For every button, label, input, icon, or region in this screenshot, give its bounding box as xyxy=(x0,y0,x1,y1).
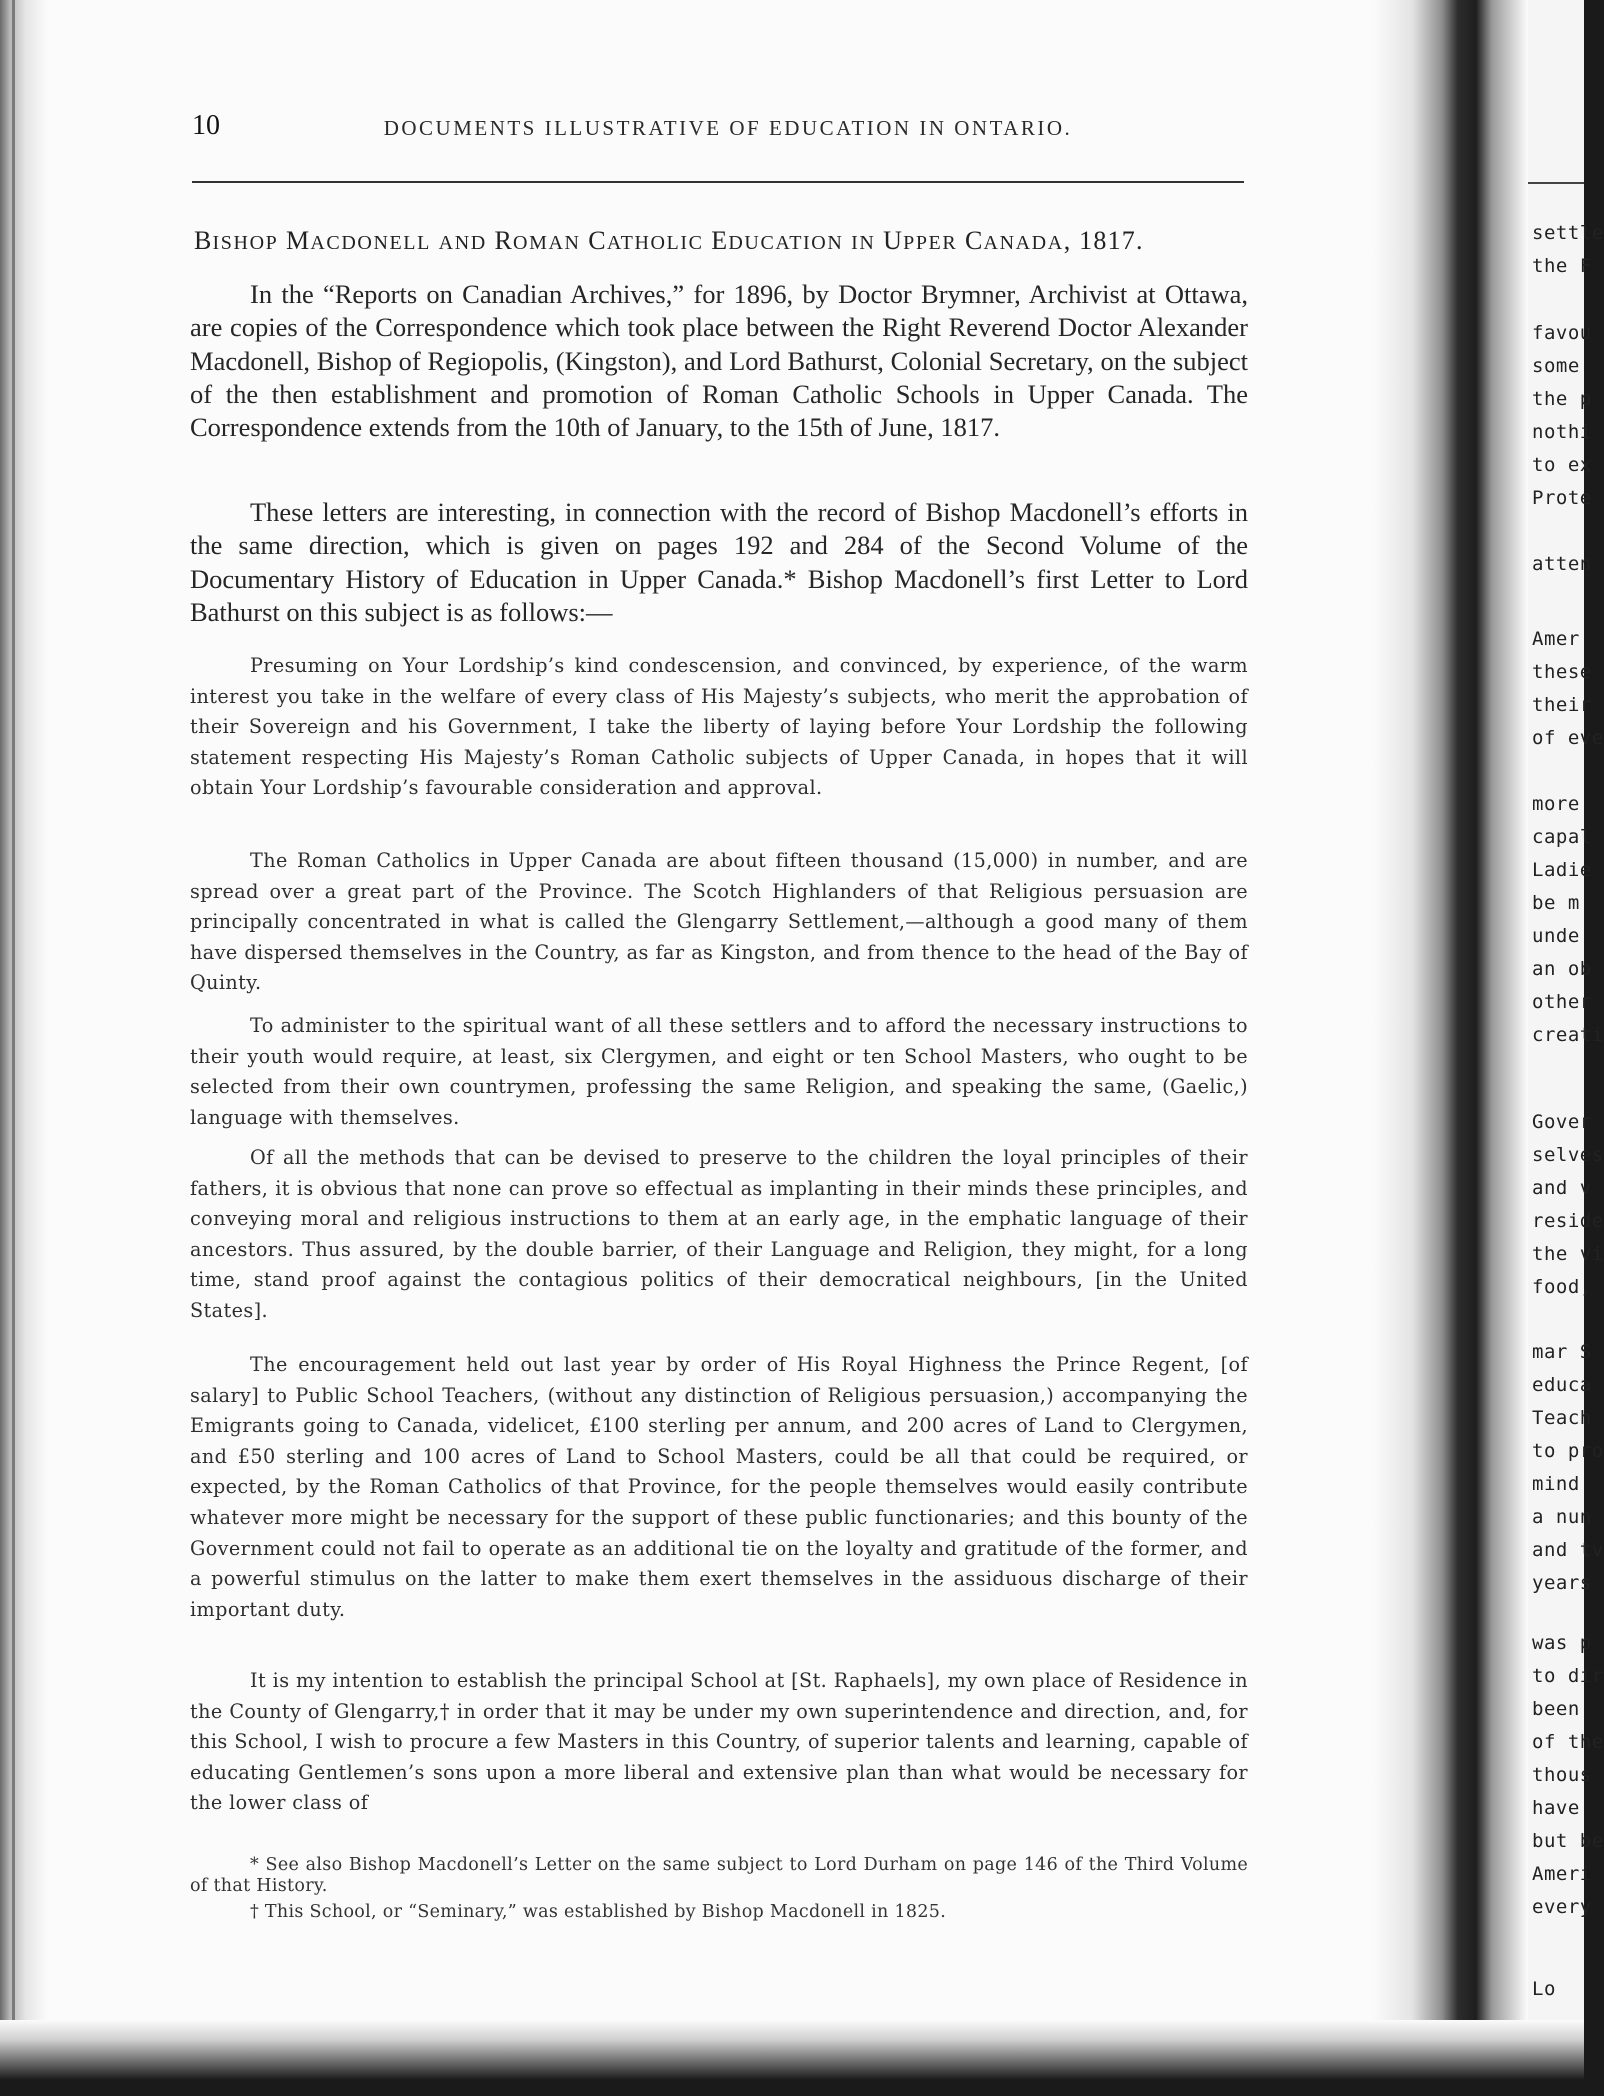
letter-paragraph: To administer to the spiritual want of all these settlers and to afford the necessary instructions to their youth would require, at least, six Clergymen, and eight or ten School Masters, who ought to be selected from their own countrymen, professing the same Religion, and speaking the same, (Gaelic,) language with themselves. xyxy=(190,1014,1248,1129)
letter-paragraph: The Roman Catholics in Upper Canada are about fifteen thousand (15,000) in number, and are spread over a great part of the Province. The Scotch Highlanders of that Religious persuasion are principally concentrated in what is called the Glengarry Settlement,—although a good many of them have dispersed themselves in the Country, as far as Kingston, and from thence to the head of the Bay of Quinty. xyxy=(190,849,1248,995)
facing-page-line: other xyxy=(1532,991,1592,1013)
facing-page-line: the vi xyxy=(1532,1243,1604,1265)
left-binding-edge xyxy=(0,0,48,2096)
facing-page-line: have xyxy=(1532,1797,1580,1819)
facing-page-line: but be xyxy=(1532,1830,1604,1852)
facing-page-line: be m xyxy=(1532,892,1580,914)
letter-paragraph: The encouragement held out last year by order of His Royal Highness the Prince Regent, [of salary] to Public School Teachers, (without any distinction of Religious persuasion,) accompanying the Emigrants going to Canada, videlicet, £100 sterling per annum, and 200 acres of Land to Clergymen, and £50 sterling and 100 acres of Land to School Masters, could be all that could be required, or expected, by the Roman Catholics of that Province, for the people themselves would easily contribute whatever more might be necessary for the support of these public functionaries; and this bounty of the Government could not fail to operate as an additional tie on the loyalty and gratitude of the former, and a powerful stimulus on the latter to make them exert themselves in the assiduous discharge of their important duty. xyxy=(190,1353,1248,1621)
facing-page-line: mind xyxy=(1532,1473,1580,1495)
footnote: * See also Bishop Macdonell’s Letter on the same subject to Lord Durham on page 146 of the Third Volume of that History. xyxy=(190,1855,1248,1896)
facing-page-line: more xyxy=(1532,793,1580,815)
facing-page-line: Ladie xyxy=(1532,859,1592,881)
facing-page-line: mar S xyxy=(1532,1341,1592,1363)
facing-page-line: and tv xyxy=(1532,1539,1604,1561)
facing-page-line: Amer xyxy=(1532,628,1580,650)
facing-page-line: a nun xyxy=(1532,1506,1592,1528)
book-gutter xyxy=(1372,0,1528,2096)
facing-page-line: creati xyxy=(1532,1024,1604,1046)
facing-page-line: nothi xyxy=(1532,421,1592,443)
letter-paragraph: It is my intention to establish the principal School at [St. Raphaels], my own place of Residence in the County of Glengarry,† in order that it may be under my own superintendence and direction, and, for this School, I wish to procure a few Masters in this Country, of superior talents and learning, capable of educating Gentlemen’s sons upon a more liberal and extensive plan than what would be necessary for the lower class of xyxy=(190,1669,1248,1815)
facing-page-line: educa xyxy=(1532,1374,1592,1396)
page-header xyxy=(192,110,1244,150)
facing-page-line: some xyxy=(1532,355,1580,377)
facing-page-line: Prote xyxy=(1532,487,1592,509)
facing-page-rule xyxy=(1528,182,1584,184)
facing-page-line: favou xyxy=(1532,322,1592,344)
facing-page-line: the p xyxy=(1532,388,1592,410)
intro-paragraph: These letters are interesting, in connection with the record of Bishop Macdonell’s efforts in the same direction, which is given on pages 192 and 284 of the Second Volume of the Documentary History of Education in Upper Canada.* Bishop Macdonell’s first Letter to Lord Bathurst on this subject is as follows:— xyxy=(190,497,1248,627)
facing-page-line: to dir xyxy=(1532,1665,1604,1687)
facing-page-line: and v xyxy=(1532,1177,1592,1199)
facing-page-line: Gover xyxy=(1532,1111,1592,1133)
facing-page-line: been xyxy=(1532,1698,1580,1720)
facing-page-line: to pro xyxy=(1532,1440,1604,1462)
facing-page-line: every xyxy=(1532,1896,1592,1918)
facing-page-line: unde xyxy=(1532,925,1580,947)
facing-page-line: an ob xyxy=(1532,958,1592,980)
facing-page-line: years xyxy=(1532,1572,1592,1594)
facing-page-line: thous xyxy=(1532,1764,1592,1786)
facing-page-line: of eve xyxy=(1532,727,1604,749)
facing-page-line: to ex xyxy=(1532,454,1592,476)
facing-page-line: reside xyxy=(1532,1210,1604,1232)
facing-page-line: selves xyxy=(1532,1144,1604,1166)
facing-page-line: of the xyxy=(1532,1731,1604,1753)
facing-page-line: the F xyxy=(1532,255,1592,277)
page-number: 10 xyxy=(192,110,220,141)
footnote: † This School, or “Seminary,” was established by Bishop Macdonell in 1825. xyxy=(250,1902,947,1922)
letter-paragraph: Of all the methods that can be devised to preserve to the children the loyal principles of their fathers, it is obvious that none can prove so effectual as implanting in their minds these principles, and conveying moral and religious instructions to them at an early age, in the emphatic language of their ancestors. Thus assured, by the double barrier, of their Language and Religion, they might, for a long time, stand proof against the contagious politics of their democratical neighbours, [in the United States]. xyxy=(190,1146,1248,1322)
running-head: DOCUMENTS ILLUSTRATIVE OF EDUCATION IN ONTARIO. xyxy=(383,116,1073,140)
facing-page-line: Ameri xyxy=(1532,1863,1592,1885)
letter-paragraph: Presuming on Your Lordship’s kind condescension, and convinced, by experience, of the warm interest you take in the welfare of every class of His Majesty’s subjects, who merit the approbation of their Sovereign and his Government, I take the liberty of laying before Your Lordship the following statement respecting His Majesty’s Roman Catholic subjects of Upper Canada, in hopes that it will obtain Your Lordship’s favourable consideration and approval. xyxy=(190,654,1248,800)
facing-page-line: their xyxy=(1532,694,1592,716)
facing-page-line: capal xyxy=(1532,826,1592,848)
facing-page-line: Lo xyxy=(1532,1978,1556,2000)
facing-page-line: atten xyxy=(1532,553,1592,575)
facing-page-line: settle xyxy=(1532,222,1604,244)
facing-page-line: these xyxy=(1532,661,1592,683)
header-rule xyxy=(192,181,1244,183)
intro-paragraph: In the “Reports on Canadian Archives,” for 1896, by Doctor Brymner, Archivist at Ottawa, are copies of the Correspondence which took place between the Right Reverend Doctor Alexander Macdonell, Bishop of Regiopolis, (Kingston), and Lord Bathurst, Colonial Secretary, on the subject of the then establishment and promotion of Roman Catholic Schools in Upper Canada. The Correspondence extends from the 10th of January, to the 15th of June, 1817. xyxy=(190,279,1248,443)
bottom-scan-edge xyxy=(0,2020,1584,2096)
facing-page-line: was p xyxy=(1532,1632,1592,1654)
facing-page-fragment xyxy=(1528,0,1604,2096)
facing-page-line: food, xyxy=(1532,1276,1592,1298)
section-title: BISHOP MACDONELL AND ROMAN CATHOLIC EDUCATION IN UPPER CANADA, 1817. xyxy=(194,226,1144,255)
facing-page-line: Teach xyxy=(1532,1407,1592,1429)
